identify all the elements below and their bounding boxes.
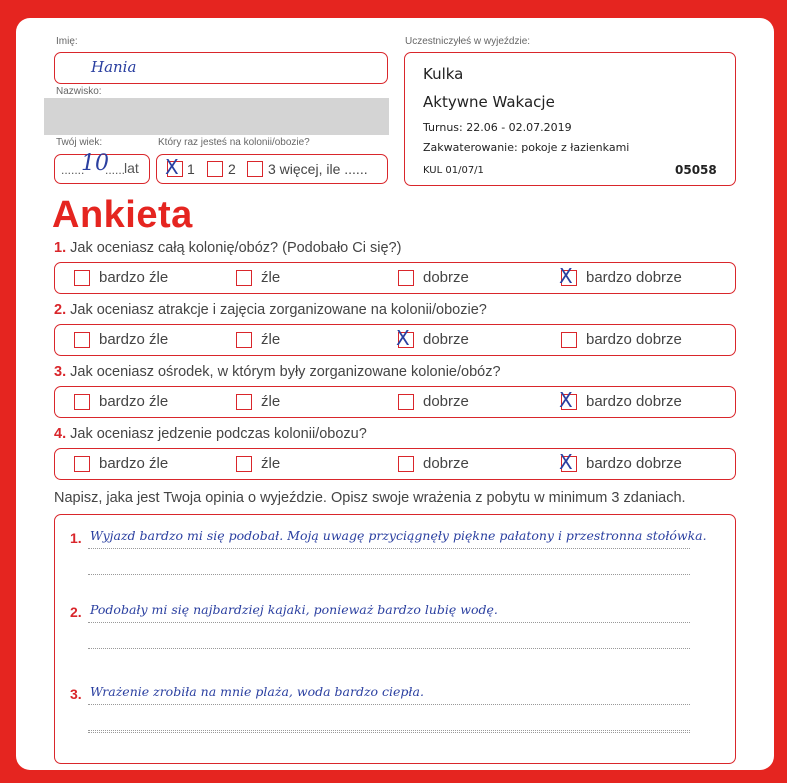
question-number: 2. [54,302,67,318]
camp-label: Uczestniczyłeś w wyjeździe: [405,36,531,47]
camp-term: Turnus: 22.06 - 02.07.2019 [423,121,572,134]
question-3-option-2: źle [261,393,281,410]
answer-line [88,704,690,705]
question-1-checkbox-3[interactable] [398,270,414,286]
answer-2-number: 2. [70,604,82,620]
question-2-option-2: źle [261,331,281,348]
question-2-checkbox-2[interactable] [236,332,252,348]
question-4-checkbox-2[interactable] [236,456,252,472]
question-4-option-4: bardzo dobrze [586,455,682,472]
question-2-option-1: bardzo źle [99,331,169,348]
question-4-checkbox-3[interactable] [398,456,414,472]
question-1-checkbox-4[interactable] [559,264,577,288]
question-4-option-2: źle [261,455,281,472]
question-2-checkbox-1[interactable] [74,332,90,348]
question-number: 1. [54,240,67,256]
answer-line [88,574,690,575]
question-3-checkbox-1[interactable] [74,394,90,410]
answer-3-text: Wrażenie zrobiła na mnie plaża, woda bardzo ciepła. [90,684,424,699]
camp-program: Aktywne Wakacje [423,93,555,111]
question-label: Jak oceniasz ośrodek, w którym były zorganizowane kolonie/obóz? [70,364,501,380]
question-2-option-3: dobrze [423,331,469,348]
answer-1-number: 1. [70,530,82,546]
question-label: Jak oceniasz jedzenie podczas kolonii/obozu? [70,426,367,442]
times-option-1: 1 [187,161,195,177]
question-number: 4. [54,426,67,442]
answer-1-text: Wyjazd bardzo mi się podobał. Moją uwagę przyciągnęły piękne pałatony i przestronna stołówka. [90,528,707,543]
question-1-checkbox-2[interactable] [236,270,252,286]
camp-info-box [404,52,736,186]
age-field[interactable] [54,151,150,184]
question-4-option-1: bardzo źle [99,455,169,472]
question-4-option-3: dobrze [423,455,469,472]
surname-redaction [44,98,389,135]
answer-line [88,548,690,549]
check-mark-icon: X [165,155,179,179]
answer-2-text: Podobały mi się najbardziej kajaki, ponieważ bardzo lubię wodę. [90,602,498,617]
question-1-option-2: źle [261,269,281,286]
question-4-checkbox-4[interactable] [559,450,577,474]
question-number: 3. [54,364,67,380]
question-3-checkbox-3[interactable] [398,394,414,410]
times-label: Który raz jesteś na kolonii/obozie? [158,137,310,148]
times-option-3: 3 więcej, ile ...... [268,161,368,177]
times-field [156,154,388,184]
name-field[interactable] [54,52,388,84]
times-checkbox-2[interactable] [207,161,223,177]
surname-label: Nazwisko: [56,86,102,97]
question-3-option-1: bardzo źle [99,393,169,410]
age-dots-left: ....... [61,163,85,177]
question-4-checkbox-1[interactable] [74,456,90,472]
answer-line [88,622,690,623]
answer-line [88,732,690,733]
opinion-box[interactable] [54,514,736,764]
times-checkbox-1[interactable] [165,155,183,179]
check-mark-icon: X [559,388,573,412]
question-1-option-4: bardzo dobrze [586,269,682,286]
question-3-text [54,364,501,380]
age-dots-right: ...... [105,163,126,177]
age-value: 10 [81,151,109,176]
answer-line [88,648,690,649]
age-unit: lat [124,160,139,176]
name-value: Hania [91,58,137,76]
question-1-text [54,240,401,256]
question-1-option-3: dobrze [423,269,469,286]
answer-line [88,730,690,731]
survey-title: Ankieta [52,194,193,236]
check-mark-icon: X [396,326,410,350]
camp-name: Kulka [423,65,464,83]
question-3-checkbox-4[interactable] [559,388,577,412]
question-3-option-4: bardzo dobrze [586,393,682,410]
question-3-option-3: dobrze [423,393,469,410]
question-2-option-4: bardzo dobrze [586,331,682,348]
times-checkbox-3[interactable] [247,161,263,177]
check-mark-icon: X [559,450,573,474]
question-label: Jak oceniasz całą kolonię/obóz? (Podobało Ci się?) [70,240,402,256]
question-2-checkbox-3[interactable] [396,326,414,350]
question-4-text [54,426,367,442]
camp-code: KUL 01/07/1 [423,165,484,176]
age-label: Twój wiek: [56,137,103,148]
question-2-checkbox-4[interactable] [561,332,577,348]
opinion-prompt: Napisz, jaka jest Twoja opinia o wyjeździe. Opisz swoje wrażenia z pobytu w minimum 3 zdaniach. [54,490,686,506]
question-label: Jak oceniasz atrakcje i zajęcia zorganizowane na kolonii/obozie? [70,302,487,318]
camp-accommodation: Zakwaterowanie: pokoje z łazienkami [423,141,630,154]
check-mark-icon: X [559,264,573,288]
question-1-checkbox-1[interactable] [74,270,90,286]
question-2-text [54,302,487,318]
question-1-option-1: bardzo źle [99,269,169,286]
survey-form [16,18,774,770]
question-3-checkbox-2[interactable] [236,394,252,410]
answer-3-number: 3. [70,686,82,702]
name-label: Imię: [56,36,78,47]
camp-number: 05058 [675,163,717,177]
times-option-2: 2 [228,161,236,177]
